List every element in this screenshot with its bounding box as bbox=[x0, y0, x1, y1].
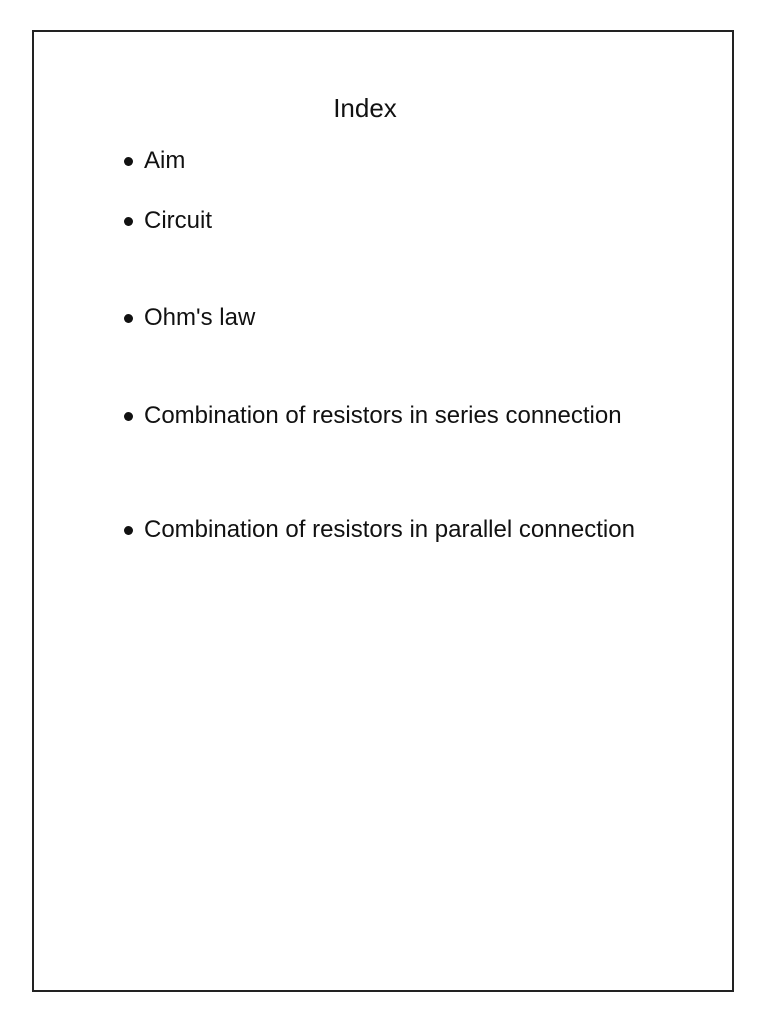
bullet-icon bbox=[124, 314, 133, 323]
bullet-icon bbox=[124, 412, 133, 421]
index-item-label: Circuit bbox=[144, 207, 213, 234]
bullet-icon bbox=[124, 217, 133, 226]
index-item-label: Ohm's law bbox=[144, 304, 256, 331]
index-item-label: Aim bbox=[144, 147, 186, 174]
bullet-icon bbox=[124, 526, 133, 535]
index-item-aim bbox=[124, 142, 684, 180]
index-item-circuit bbox=[124, 202, 684, 240]
bullet-icon bbox=[124, 157, 133, 166]
index-item-parallel bbox=[124, 511, 684, 549]
page-title: Index bbox=[333, 93, 397, 123]
index-item-label: Combination of resistors in series connection bbox=[144, 402, 622, 429]
index-item-label: Combination of resistors in parallel connection bbox=[144, 516, 635, 543]
index-item-ohms-law bbox=[124, 299, 684, 337]
index-item-series bbox=[124, 397, 684, 435]
